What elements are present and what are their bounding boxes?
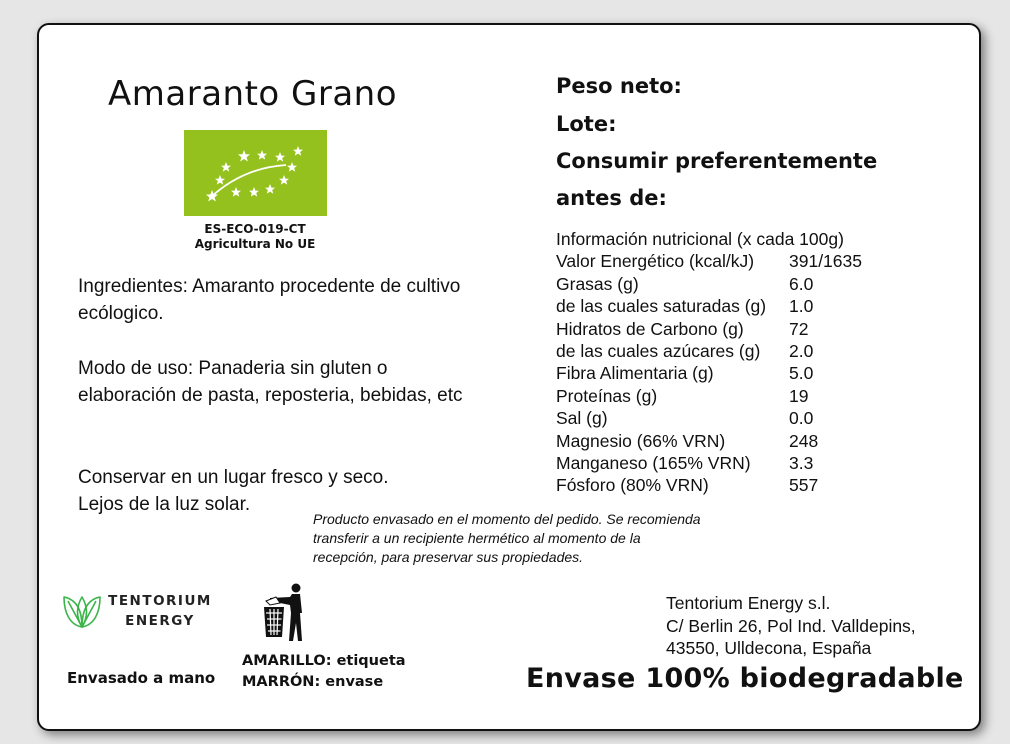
brand-name [105,591,215,631]
brand-name-line-2: ENERGY [125,613,195,629]
brand-name-line-1: TENTORIUM [108,593,212,609]
nutrition-row [556,385,862,407]
nutrition-label: de las cuales saturadas (g) [556,296,767,317]
nutrition-value: 6.0 [789,273,814,294]
company-info [666,592,916,660]
recycling-label-line: AMARILLO: etiqueta [242,653,406,669]
nutrition-label: Manganeso (165% VRN) [556,453,751,474]
company-address-1: C/ Berlin 26, Pol Ind. Valldepins, [666,615,916,636]
nutrition-label: de las cuales azúcares (g) [556,341,761,362]
nutrition-label: Sal (g) [556,408,608,429]
nutrition-row [556,250,862,272]
company-name: Tentorium Energy s.l. [666,593,831,613]
nutrition-value: 248 [789,430,819,451]
nutrition-row [556,295,862,317]
best-before-line-1: Consumir preferentemente [556,149,878,173]
nutrition-row [556,362,862,384]
nutrition-label: Valor Energético (kcal/kJ) [556,251,755,272]
eu-organic-leaf-icon [184,130,327,216]
nutrition-row [556,318,862,340]
company-address-2: 43550, Ulldecona, España [666,638,872,658]
usage-text: Modo de uso: Panaderia sin gluten o elaboración de pasta, reposteria, bebidas, etc [78,358,463,406]
nutrition-row [556,430,862,452]
nutrition-row [556,273,862,295]
packaging-note: Producto envasado en el momento del pedido. Se recomienda transferir a un recipiente hermético al momento de la recepción, para preservar sus propiedades. [313,511,701,565]
nutrition-value: 391/1635 [789,251,862,272]
nutrition-row [556,407,862,429]
nutrition-value: 2.0 [789,341,814,362]
storage-line-1: Conservar en un lugar fresco y seco. [78,467,389,488]
nutrition-value: 72 [789,318,809,339]
nutrition-label: Fibra Alimentaria (g) [556,363,714,384]
ingredients-text: Ingredientes: Amaranto procedente de cultivo ecólogico. [78,276,461,324]
biodegradable-claim: Envase 100% biodegradable [526,663,964,694]
recycling-container-line: MARRÓN: envase [242,674,384,690]
trash-disposal-icon [262,583,312,648]
leaf-pair-icon [62,593,102,634]
best-before-line-2: antes de: [556,186,667,210]
nutrition-label: Grasas (g) [556,273,639,294]
certification-origin: Agricultura No UE [194,237,316,251]
product-title: Amaranto Grano [108,74,398,114]
nutrition-table [556,228,862,497]
recycling-instructions [242,651,406,693]
nutrition-row [556,474,862,496]
nutrition-label: Hidratos de Carbono (g) [556,318,744,339]
nutrition-row [556,452,862,474]
nutrition-value: 1.0 [789,296,814,317]
packed-by-hand: Envasado a mano [67,669,216,687]
lot-label: Lote: [556,112,617,136]
certification-block [170,222,340,252]
nutrition-value: 19 [789,385,809,406]
nutrition-header: Información nutricional (x cada 100g) [556,229,844,249]
nutrition-value: 0.0 [789,408,814,429]
storage-line-2: Lejos de la luz solar. [78,494,251,515]
nutrition-row [556,340,862,362]
net-weight-label: Peso neto: [556,74,682,98]
nutrition-value: 557 [789,475,819,496]
nutrition-value: 5.0 [789,363,814,384]
nutrition-value: 3.3 [789,453,814,474]
nutrition-label: Fósforo (80% VRN) [556,475,709,496]
nutrition-label: Magnesio (66% VRN) [556,430,726,451]
nutrition-label: Proteínas (g) [556,385,658,406]
certification-code: ES-ECO-019-CT [204,222,306,236]
